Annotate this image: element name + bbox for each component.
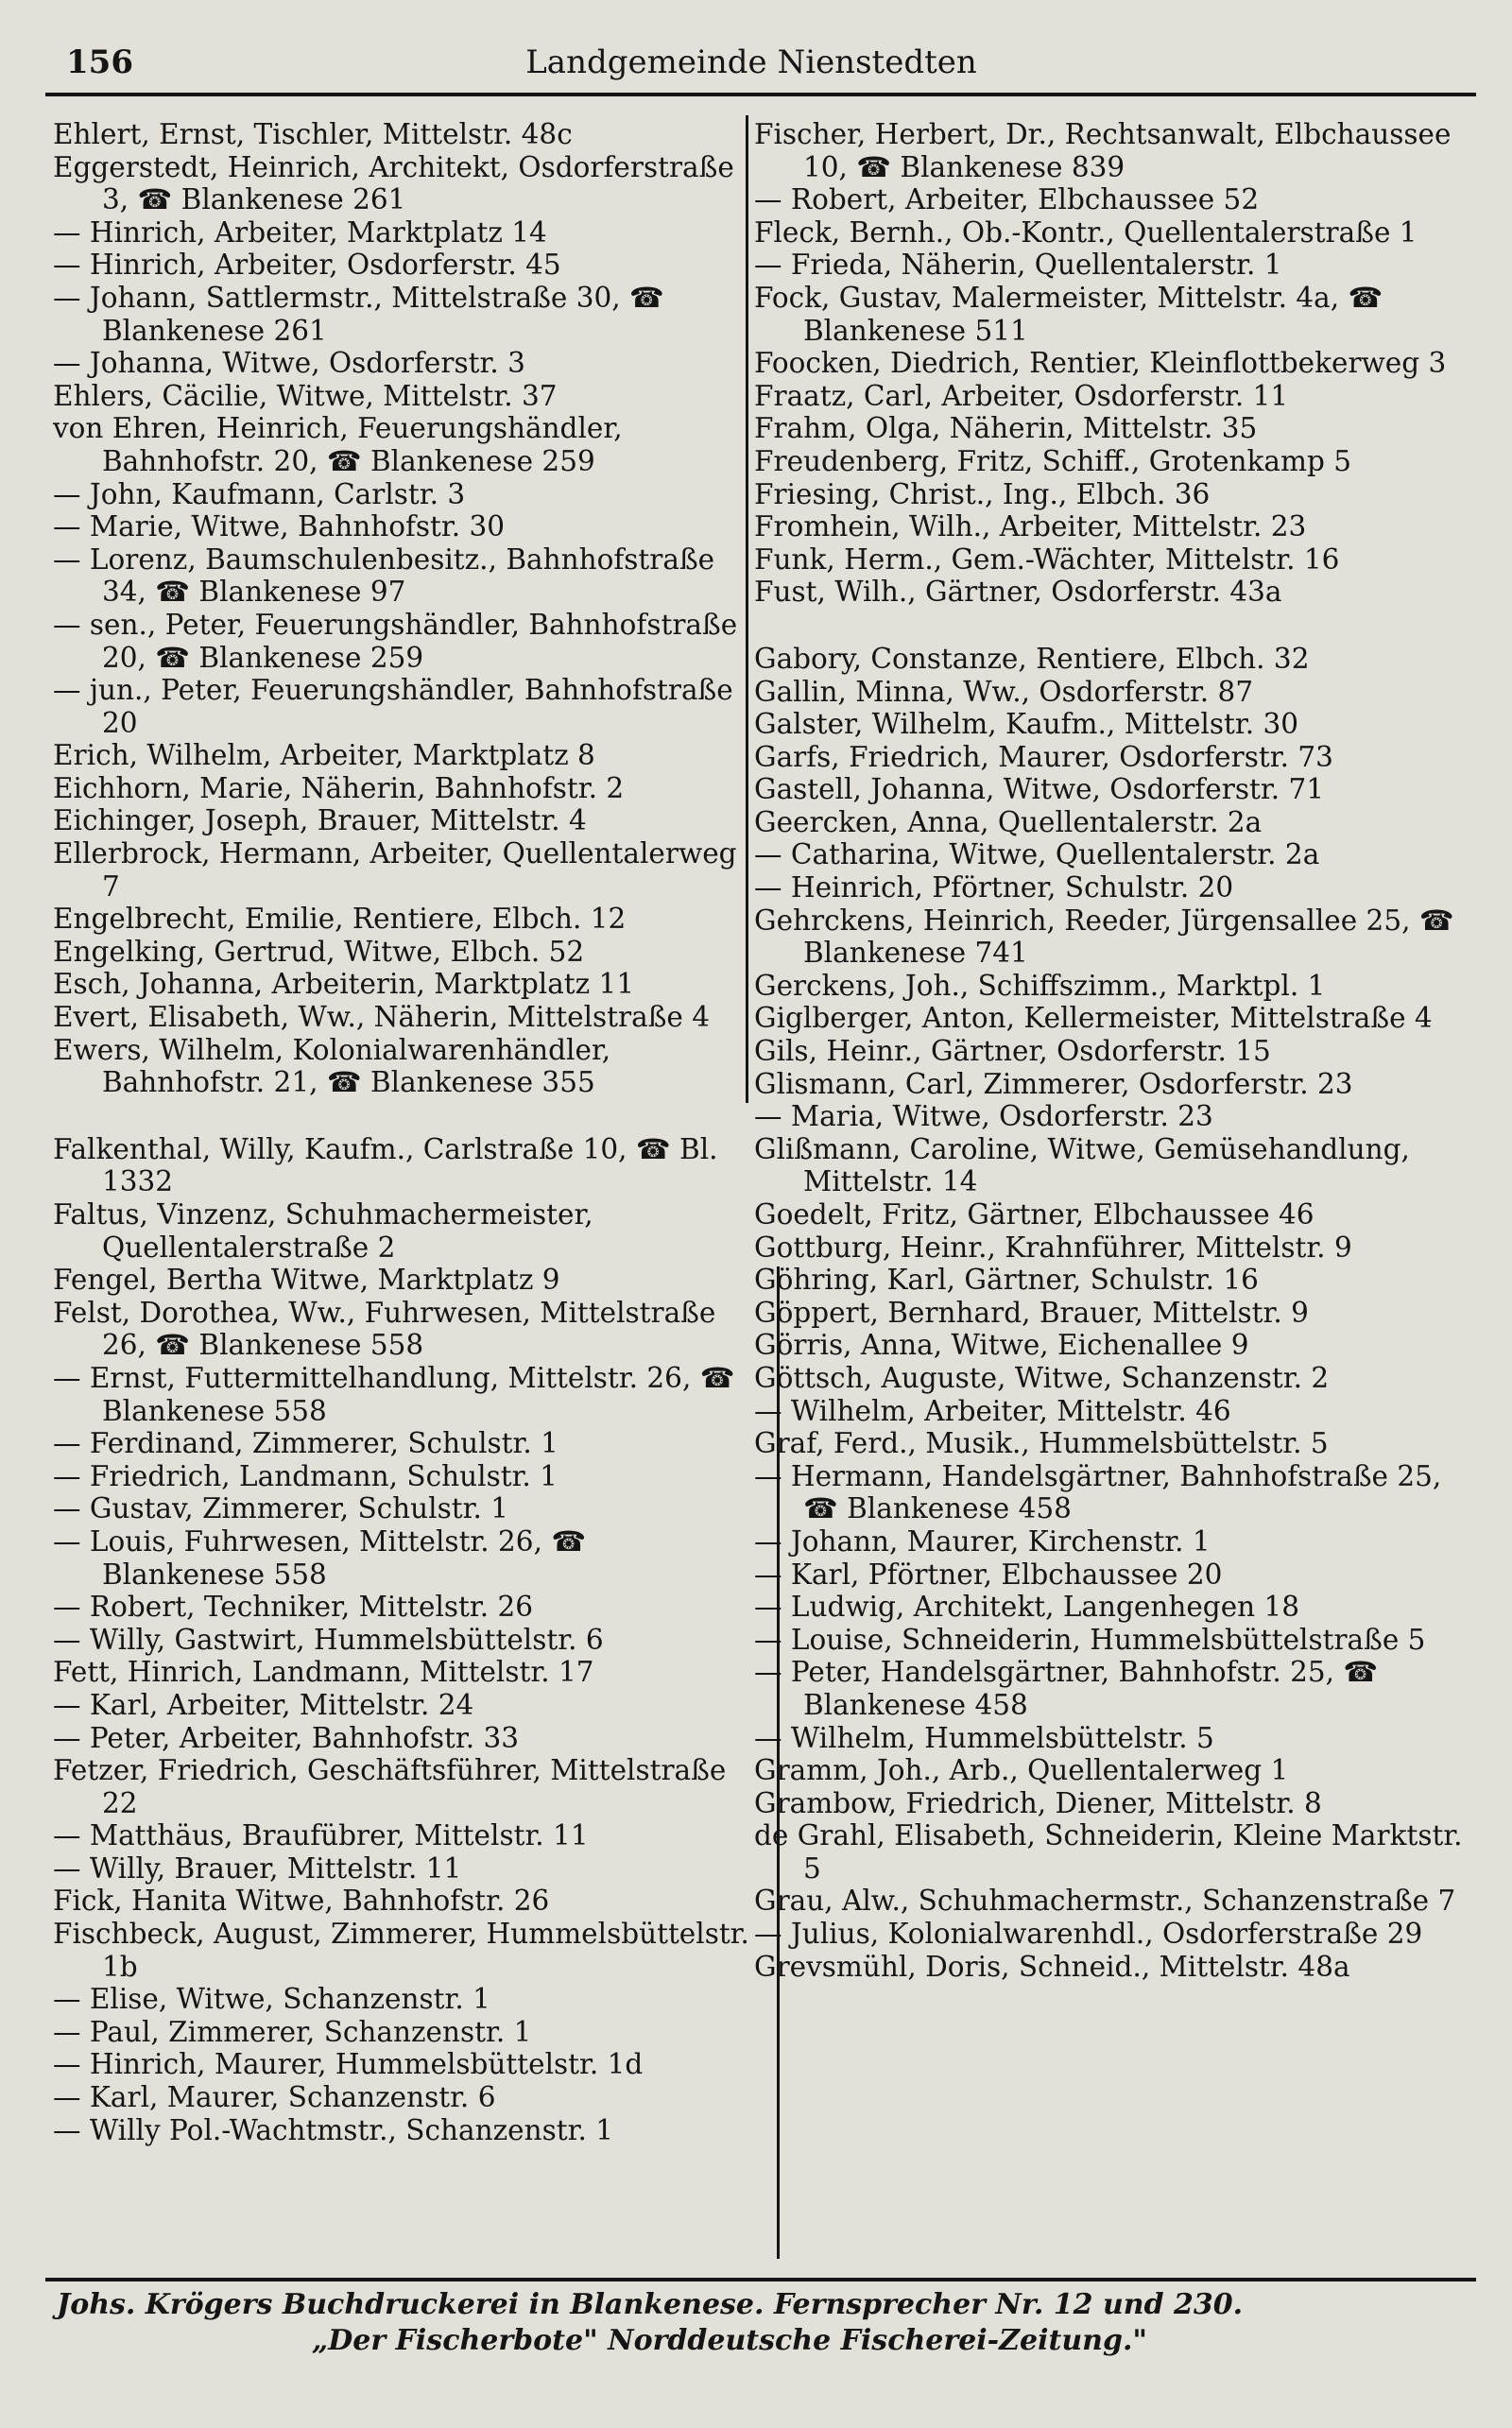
- directory-entry: — Johanna, Witwe, Osdorferstr. 3: [53, 347, 525, 380]
- directory-entry: Göhring, Karl, Gärtner, Schulstr. 16: [754, 1264, 1259, 1297]
- directory-entry: Fischer, Herbert, Dr., Rechtsanwalt, Elbchaussee 10, ☎ Blankenese 839: [754, 118, 1452, 183]
- directory-entry: — Louise, Schneiderin, Hummelsbüttelstraße 5: [754, 1623, 1426, 1656]
- directory-entry: Fust, Wilh., Gärtner, Osdorferstr. 43a: [754, 576, 1282, 609]
- directory-entry: — Hinrich, Arbeiter, Osdorferstr. 45: [53, 249, 561, 282]
- directory-entry: Gehrckens, Heinrich, Reeder, Jürgensallee 25, ☎ Blankenese 741: [754, 904, 1454, 970]
- directory-entry: — Robert, Techniker, Mittelstr. 26: [53, 1591, 534, 1624]
- directory-entry: Gastell, Johanna, Witwe, Osdorferstr. 71: [754, 773, 1324, 806]
- directory-entry: Garfs, Friedrich, Maurer, Osdorferstr. 73: [754, 740, 1333, 773]
- page-number: 156: [66, 43, 133, 81]
- directory-entry: — Elise, Witwe, Schanzenstr. 1: [53, 1983, 490, 2016]
- directory-entry: — Marie, Witwe, Bahnhofstr. 30: [53, 510, 506, 543]
- directory-entry: Gabory, Constanze, Rentiere, Elbch. 32: [754, 642, 1310, 675]
- running-title: Landgemeinde Nienstedten: [525, 43, 977, 81]
- directory-entry: Erich, Wilhelm, Arbeiter, Marktplatz 8: [53, 739, 595, 772]
- directory-entry: — Julius, Kolonialwarenhdl., Osdorferstraße 29: [754, 1918, 1423, 1951]
- directory-entry: Ehlers, Cäcilie, Witwe, Mittelstr. 37: [53, 379, 558, 412]
- section-gap: [53, 1099, 752, 1133]
- page-header: [66, 43, 1436, 91]
- directory-entry: Gramm, Joh., Arb., Quellentalerweg 1: [754, 1754, 1289, 1787]
- section-gap: [754, 609, 1482, 643]
- directory-entry: Friesing, Christ., Ing., Elbch. 36: [754, 477, 1211, 510]
- directory-entry: — Ferdinand, Zimmerer, Schulstr. 1: [53, 1427, 558, 1460]
- directory-entry: Ewers, Wilhelm, Kolonialwarenhändler, Bahnhofstr. 21, ☎ Blankenese 355: [53, 1033, 611, 1099]
- directory-entry: — Matthäus, Braufübrer, Mittelstr. 11: [53, 1819, 589, 1852]
- directory-entry: — Frieda, Näherin, Quellentalerstr. 1: [754, 249, 1282, 282]
- directory-entry: Fett, Hinrich, Landmann, Mittelstr. 17: [53, 1656, 594, 1689]
- directory-entry: Fetzer, Friedrich, Geschäftsführer, Mittelstraße 22: [53, 1754, 727, 1819]
- directory-entry: Göttsch, Auguste, Witwe, Schanzenstr. 2: [754, 1361, 1330, 1394]
- directory-entry: Esch, Johanna, Arbeiterin, Marktplatz 11: [53, 968, 635, 1001]
- directory-entry: — Catharina, Witwe, Quellentalerstr. 2a: [754, 838, 1320, 871]
- directory-entry: Eichhorn, Marie, Näherin, Bahnhofstr. 2: [53, 771, 625, 804]
- directory-entry: — Karl, Maurer, Schanzenstr. 6: [53, 2081, 496, 2114]
- directory-entry: Engelbrecht, Emilie, Rentiere, Elbch. 12: [53, 903, 627, 936]
- directory-entry: — Willy Pol.-Wachtmstr., Schanzenstr. 1: [53, 2113, 613, 2146]
- directory-entry: Fischbeck, August, Zimmerer, Hummelsbüttelstr. 1b: [53, 1918, 749, 1983]
- directory-entry: Goedelt, Fritz, Gärtner, Elbchaussee 46: [754, 1198, 1314, 1231]
- directory-entry: — Paul, Zimmerer, Schanzenstr. 1: [53, 2015, 532, 2048]
- directory-entry: Geercken, Anna, Quellentalerstr. 2a: [754, 805, 1263, 838]
- directory-entry: Foocken, Diedrich, Rentier, Kleinflottbekerweg 3: [754, 347, 1447, 380]
- directory-entry: — Willy, Brauer, Mittelstr. 11: [53, 1851, 462, 1885]
- directory-entry: — Peter, Arbeiter, Bahnhofstr. 33: [53, 1721, 519, 1754]
- directory-entry: — Johann, Sattlermstr., Mittelstraße 30, ☎ Blankenese 261: [53, 281, 664, 347]
- directory-entry: Fromhein, Wilh., Arbeiter, Mittelstr. 23: [754, 510, 1307, 543]
- directory-entry: — Hinrich, Maurer, Hummelsbüttelstr. 1d: [53, 2048, 644, 2081]
- directory-entry: Fleck, Bernh., Ob.-Kontr., Quellentalerstraße 1: [754, 215, 1418, 249]
- directory-entry: Faltus, Vinzenz, Schuhmachermeister, Quellentalerstraße 2: [53, 1198, 593, 1264]
- directory-entry: Fraatz, Carl, Arbeiter, Osdorferstr. 11: [754, 379, 1289, 412]
- directory-entry: Glismann, Carl, Zimmerer, Osdorferstr. 23: [754, 1067, 1353, 1100]
- footer-rule: [45, 2278, 1476, 2282]
- directory-entry: von Ehren, Heinrich, Feuerungshändler, Bahnhofstr. 20, ☎ Blankenese 259: [53, 412, 623, 477]
- directory-entry: Ehlert, Ernst, Tischler, Mittelstr. 48c: [53, 118, 573, 150]
- directory-entry: — Willy, Gastwirt, Hummelsbüttelstr. 6: [53, 1623, 604, 1656]
- directory-entry: Gallin, Minna, Ww., Osdorferstr. 87: [754, 675, 1254, 708]
- directory-entry: Grambow, Friedrich, Diener, Mittelstr. 8: [754, 1786, 1322, 1819]
- directory-entry: Grau, Alw., Schuhmachermstr., Schanzenstraße 7: [754, 1885, 1456, 1918]
- directory-entry: — Karl, Pförtner, Elbchaussee 20: [754, 1558, 1223, 1591]
- directory-entry: Glißmann, Caroline, Witwe, Gemüsehandlung, Mittelstr. 14: [754, 1132, 1410, 1198]
- directory-entry: Evert, Elisabeth, Ww., Näherin, Mittelstraße 4: [53, 1001, 711, 1034]
- directory-entry: Felst, Dorothea, Ww., Fuhrwesen, Mittelstraße 26, ☎ Blankenese 558: [53, 1296, 716, 1362]
- directory-entry: Fengel, Bertha Witwe, Marktplatz 9: [53, 1264, 560, 1297]
- directory-entry: — Peter, Handelsgärtner, Bahnhofstr. 25, ☎ Blankenese 458: [754, 1656, 1379, 1721]
- directory-entry: Funk, Herm., Gem.-Wächter, Mittelstr. 16: [754, 542, 1340, 576]
- directory-entry: — Wilhelm, Arbeiter, Mittelstr. 46: [754, 1394, 1231, 1427]
- directory-entry: — Friedrich, Landmann, Schulstr. 1: [53, 1459, 558, 1492]
- directory-entry: Falkenthal, Willy, Kaufm., Carlstraße 10, ☎ Bl. 1332: [53, 1132, 718, 1198]
- directory-entry: — Johann, Maurer, Kirchenstr. 1: [754, 1524, 1211, 1558]
- header-rule: [45, 93, 1476, 96]
- directory-entry: — Gustav, Zimmerer, Schulstr. 1: [53, 1492, 508, 1525]
- directory-entry: de Grahl, Elisabeth, Schneiderin, Kleine Marktstr. 5: [754, 1819, 1463, 1885]
- directory-entry: Freudenberg, Fritz, Schiff., Grotenkamp 5: [754, 444, 1352, 477]
- directory-entry: Fick, Hanita Witwe, Bahnhofstr. 26: [53, 1885, 550, 1918]
- directory-entry: Gottburg, Heinr., Krahnführer, Mittelstr. 9: [754, 1231, 1352, 1264]
- footer-printer-line: Johs. Krögers Buchdruckerei in Blankenese. Fernsprecher Nr. 12 und 230.: [57, 2288, 1244, 2321]
- left-column: [53, 118, 752, 2146]
- directory-entry: — Ernst, Futtermittelhandlung, Mittelstr. 26, ☎ Blankenese 558: [53, 1361, 735, 1427]
- directory-entry: Giglberger, Anton, Kellermeister, Mittelstraße 4: [754, 1002, 1433, 1035]
- directory-entry: — John, Kaufmann, Carlstr. 3: [53, 477, 466, 510]
- directory-entry: — Louis, Fuhrwesen, Mittelstr. 26, ☎ Blankenese 558: [53, 1524, 587, 1591]
- directory-entry: Gerckens, Joh., Schiffszimm., Marktpl. 1: [754, 969, 1326, 1002]
- directory-entry: — Hinrich, Arbeiter, Marktplatz 14: [53, 215, 547, 249]
- directory-entry: Frahm, Olga, Näherin, Mittelstr. 35: [754, 412, 1258, 445]
- directory-entry: — jun., Peter, Feuerungshändler, Bahnhofstraße 20: [53, 674, 733, 739]
- directory-entry: — Maria, Witwe, Osdorferstr. 23: [754, 1100, 1213, 1133]
- directory-entry: — Wilhelm, Hummelsbüttelstr. 5: [754, 1721, 1214, 1754]
- directory-entry: — Robert, Arbeiter, Elbchaussee 52: [754, 183, 1260, 216]
- directory-entry: Ellerbrock, Hermann, Arbeiter, Quellentalerweg 7: [53, 837, 737, 903]
- printer-footer: [57, 2287, 1474, 2359]
- directory-entry: Eggerstedt, Heinrich, Architekt, Osdorferstraße 3, ☎ Blankenese 261: [53, 150, 734, 216]
- footer-newspaper-line: „Der Fischerbote" Norddeutsche Fischerei-Zeitung.": [312, 2324, 1148, 2357]
- directory-entry: Engelking, Gertrud, Witwe, Elbch. 52: [53, 935, 585, 968]
- directory-entry: Göppert, Bernhard, Brauer, Mittelstr. 9: [754, 1296, 1309, 1329]
- directory-entry: — Karl, Arbeiter, Mittelstr. 24: [53, 1688, 474, 1721]
- directory-entry: Gils, Heinr., Gärtner, Osdorferstr. 15: [754, 1035, 1271, 1068]
- directory-entry: — Heinrich, Pförtner, Schulstr. 20: [754, 871, 1234, 904]
- directory-entry: — Lorenz, Baumschulenbesitz., Bahnhofstraße 34, ☎ Blankenese 97: [53, 542, 715, 609]
- directory-entry: Eichinger, Joseph, Brauer, Mittelstr. 4: [53, 804, 587, 837]
- directory-entry: Fock, Gustav, Malermeister, Mittelstr. 4a, ☎ Blankenese 511: [754, 281, 1383, 347]
- right-column: [754, 118, 1482, 1983]
- directory-entry: Grevsmühl, Doris, Schneid., Mittelstr. 48a: [754, 1950, 1350, 1983]
- column-divider: [746, 115, 748, 1103]
- directory-entry: Görris, Anna, Witwe, Eichenallee 9: [754, 1329, 1249, 1362]
- directory-entry: — Hermann, Handelsgärtner, Bahnhofstraße 25, ☎ Blankenese 458: [754, 1459, 1442, 1525]
- directory-entry: Graf, Ferd., Musik., Hummelsbüttelstr. 5: [754, 1427, 1329, 1460]
- directory-entry: — Ludwig, Architekt, Langenhegen 18: [754, 1591, 1300, 1624]
- directory-entry: — sen., Peter, Feuerungshändler, Bahnhofstraße 20, ☎ Blankenese 259: [53, 608, 738, 674]
- directory-entry: Galster, Wilhelm, Kaufm., Mittelstr. 30: [754, 708, 1298, 741]
